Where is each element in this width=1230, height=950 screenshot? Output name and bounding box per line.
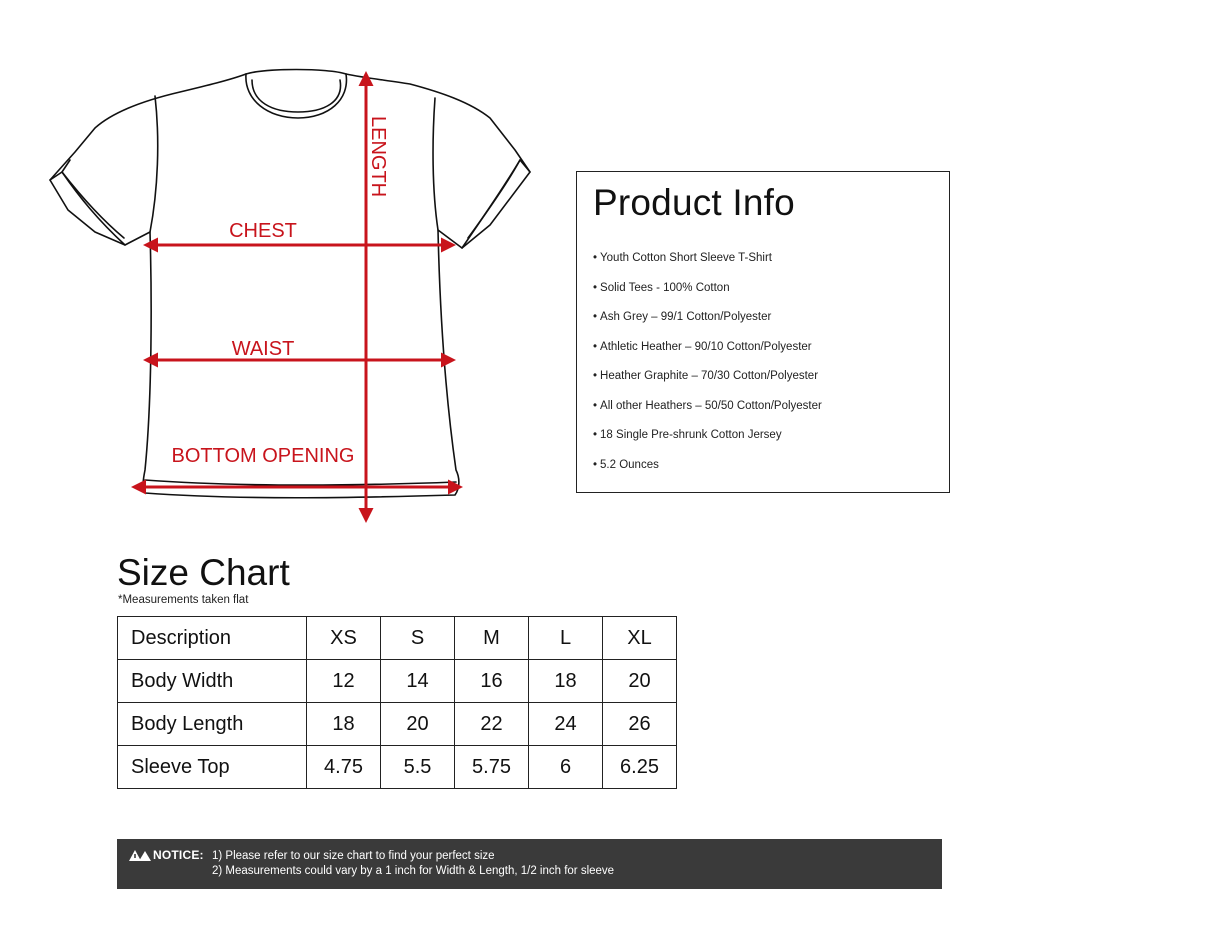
product-info-item [593,340,822,370]
table-row [118,746,677,789]
waist-label: WAIST [231,338,295,360]
bullet-icon: • [593,340,598,353]
size-chart-title: Size Chart [117,552,290,593]
table-cell: 5.75 [455,746,529,789]
product-info-item [593,369,822,399]
product-info-panel [576,171,950,493]
product-info-item [593,458,822,488]
notice-heading [129,848,204,862]
size-chart-note: *Measurements taken flat [118,594,249,606]
notice-text [212,849,614,879]
product-info-item [593,310,822,340]
bullet-icon: • [593,429,598,441]
table-cell: 22 [455,703,529,746]
table-cell: 6.25 [603,746,677,789]
table-row [118,703,677,746]
table-cell: Body Width [118,660,307,703]
product-info-item-text: Ash Grey – 99/1 Cotton/Polyester [600,311,772,323]
notice-line: 1) Please refer to our size chart to find your perfect size [212,850,495,862]
notice-label: NOTICE: [153,848,204,862]
table-cell: 18 [307,703,381,746]
product-info-item [593,428,822,458]
bullet-icon: • [593,458,598,471]
table-cell: 24 [529,703,603,746]
table-cell: Sleeve Top [118,746,307,789]
table-row [118,660,677,703]
table-cell: 16 [455,660,529,703]
table-cell: 20 [603,660,677,703]
product-info-item-text: 18 Single Pre-shrunk Cotton Jersey [600,429,782,441]
table-header-cell: L [529,617,603,660]
product-info-item [593,251,822,281]
bullet-icon: • [593,370,598,382]
chest-label: CHEST [229,220,297,242]
table-cell: 26 [603,703,677,746]
product-info-item [593,281,822,311]
table-cell: 18 [529,660,603,703]
table-cell: Body Length [118,703,307,746]
table-cell: 5.5 [381,746,455,789]
warning-triangle-icon [129,849,151,861]
table-header-row [118,617,677,660]
table-header-cell: XL [603,617,677,660]
tshirt-outline-icon [50,70,530,498]
bottom-opening-label: BOTTOM OPENING [171,445,355,467]
product-info-item [593,399,822,429]
table-cell: 4.75 [307,746,381,789]
size-chart-table [117,616,677,789]
product-info-item-text: 5.2 Ounces [600,458,659,471]
table-header-cell: M [455,617,529,660]
table-header-cell: XS [307,617,381,660]
table-cell: 14 [381,660,455,703]
product-info-item-text: Athletic Heather – 90/10 Cotton/Polyester [600,340,812,353]
table-cell: 20 [381,703,455,746]
product-info-list [593,251,822,487]
table-header-cell: Description [118,617,307,660]
tshirt-measurement-diagram [0,0,560,540]
bullet-icon: • [593,311,598,323]
table-header-cell: S [381,617,455,660]
bullet-icon: • [593,281,598,294]
product-info-item-text: Heather Graphite – 70/30 Cotton/Polyester [600,370,819,382]
bullet-icon: • [593,252,598,264]
table-cell: 6 [529,746,603,789]
table-cell: 12 [307,660,381,703]
notice-line: 2) Measurements could vary by a 1 inch for Width & Length, 1/2 inch for sleeve [212,865,615,877]
product-info-item-text: All other Heathers – 50/50 Cotton/Polyester [600,399,822,412]
product-info-item-text: Solid Tees - 100% Cotton [600,281,730,294]
length-label: LENGTH [367,116,389,198]
product-info-item-text: Youth Cotton Short Sleeve T-Shirt [600,252,772,264]
product-info-title: Product Info [593,182,795,223]
notice-bar [117,839,942,889]
bullet-icon: • [593,399,598,412]
